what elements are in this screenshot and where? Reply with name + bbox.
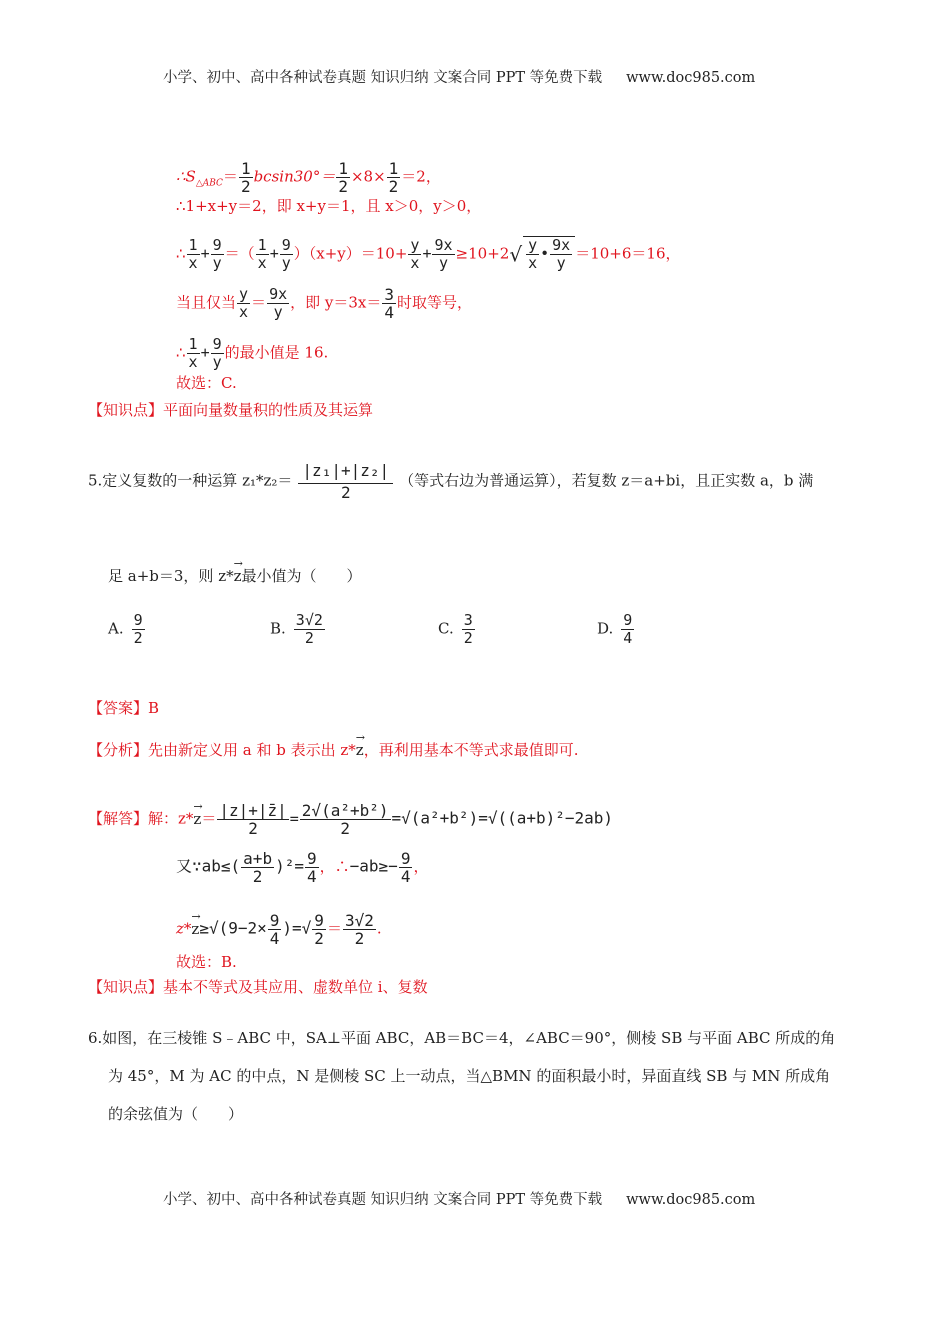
option-a[interactable] [108,612,146,647]
text: ∴ [176,343,186,362]
denominator: 2 [304,629,314,647]
text: 时取等号， [397,293,473,312]
arrow-icon: → [191,909,201,923]
numerator: 9 [314,911,324,930]
numerator: 9 [306,849,317,868]
footer-text: 小学、初中、高中各种试卷真题 知识归纳 文案合同 PPT 等免费下载 [163,1192,603,1208]
denominator: x [188,353,198,371]
text: 的最小值是 16. [224,343,329,362]
q4-line-5 [176,336,328,371]
numerator: 9 [133,611,143,629]
text: + [200,244,210,263]
text: 【解答】解：z* [88,809,194,828]
numerator: 3√2 [295,611,323,629]
fraction [550,237,572,272]
text: ＝10+6＝16， [575,244,681,263]
header-url: www.doc985.com [626,70,756,86]
fraction [187,237,200,272]
text: )²= [275,856,304,876]
denominator: 2 [463,629,473,647]
denominator: x [528,254,538,272]
text: • [540,244,550,263]
fraction [432,237,454,272]
text: ×8× [350,167,386,186]
denominator: y [273,303,283,321]
text: −ab≥− [349,856,398,876]
page-header [163,68,755,88]
q5-stem-line-1 [88,462,813,501]
header-text: 小学、初中、高中各种试卷真题 知识归纳 文案合同 PPT 等免费下载 [163,70,603,86]
q5-stem-line-2 [108,557,362,586]
text: ≥10+2 [455,244,510,263]
text: ，∴ [319,857,350,876]
text: （等式右边为普通运算），若复数 z＝a+bi，且正实数 a，b 满 [399,471,814,490]
vector-z [193,799,203,828]
denominator: 2 [340,819,350,838]
fraction [462,612,475,647]
option-label: C. [438,619,454,638]
numerator: y [528,236,538,254]
q4-line-2: ∴1+x+y＝2，即 x+y＝1，且 x＞0，y＞0， [176,197,482,215]
numerator: |z|+|z̄| [219,801,287,820]
numerator: y [239,285,249,303]
text: ∴ [176,244,186,263]
denominator: y [439,254,449,272]
fraction [526,237,539,272]
option-label: A. [108,619,124,638]
denominator: 2 [133,629,143,647]
denominator: y [281,254,291,272]
footer-url: www.doc985.com [626,1192,756,1208]
sqrt-sign: √ [509,242,523,267]
denominator: x [257,254,267,272]
text: ＝ [326,919,342,938]
numerator: 3√2 [344,911,374,930]
text: ＝2， [401,167,441,186]
q4-line-1 [176,160,441,195]
text: ＝（ [224,244,255,263]
text: z* [176,919,192,938]
q6-stem-line-1: 6.如图，在三棱锥 S﹣ABC 中，SA⊥平面 ABC，AB＝BC＝4，∠ABC＝90°，侧棱 SB 与平面 ABC 所成的角 [88,1029,836,1047]
text: + [200,343,210,362]
arrow-icon: → [355,731,366,744]
fraction [268,912,282,947]
text: )=√ [282,918,312,938]
fraction [241,850,274,885]
option-label: D. [597,619,614,638]
numerator: 9x [552,236,571,254]
vector-z [355,731,366,759]
numerator: 1 [188,335,198,353]
q4-choose: 故选：C. [176,374,237,392]
page-footer [163,1190,755,1210]
q6-stem-line-2: 为 45°，M 为 AC 的中点，N 是侧棱 SC 上一动点，当△BMN 的面积最小时，异面直线 SB 与 MN 所成角 [108,1067,831,1085]
fraction [343,912,376,947]
denominator: 2 [388,177,399,196]
q5-solution-line-1 [88,799,614,838]
denominator: x [188,254,198,272]
fraction [387,160,401,195]
denominator: 2 [252,867,263,886]
numerator: 1 [388,159,399,178]
text: 又∵ab≤( [176,856,241,876]
numerator: |z₁|+|z₂| [298,462,393,484]
numerator: 9x [434,236,453,254]
q5-choose: 故选：B. [176,953,237,971]
option-d[interactable] [597,612,635,647]
q6-stem-line-3: 的余弦值为（ ） [108,1105,244,1123]
denominator: x [410,254,420,272]
text: ，再利用基本不等式求最值即可. [363,741,579,759]
fraction [211,237,224,272]
arrow-icon: → [193,799,203,813]
text: ＝ [251,293,267,312]
fraction [132,612,145,647]
denominator: 4 [623,629,633,647]
numerator: 1 [257,236,267,254]
text: bcsin30°＝ [253,167,336,186]
text: . [376,919,382,938]
text: + [422,244,432,263]
text: 5.定义复数的一种运算 z₁*z₂＝ [88,471,293,490]
fraction [256,237,269,272]
numerator: 3 [384,285,395,304]
q5-answer: 【答案】B [88,699,160,717]
denominator: 4 [384,303,395,322]
numerator: 1 [188,236,198,254]
denominator: 2 [240,177,251,196]
text: z [191,919,200,938]
text: =√(a²+b²)=√((a+b)²−2ab) [391,808,614,828]
fraction [211,336,224,371]
numerator: 1 [338,159,348,178]
numerator: 9 [212,335,222,353]
text: 当且仅当 [176,293,237,312]
text: 足 a+b＝3，则 z* [108,567,234,585]
text: z [193,809,202,828]
fraction [267,286,289,321]
numerator: a+b [243,849,273,868]
vector-z [191,909,201,938]
fraction [298,462,393,501]
denominator: 4 [269,929,280,948]
denominator: 4 [400,867,411,886]
denominator: y [556,254,566,272]
fraction [312,912,326,947]
text: 最小值为（ ） [241,567,362,585]
fraction [336,160,350,195]
numerator: 1 [240,159,251,178]
fraction [217,802,288,837]
q4-line-3 [176,236,681,272]
text: ， [413,857,429,876]
denominator: x [239,303,249,321]
fraction [300,802,391,837]
numerator: 9 [623,611,633,629]
q4-knowledge: 【知识点】平面向量数量积的性质及其运算 [88,401,374,419]
subscript: △ABC [195,178,223,189]
fraction [237,286,250,321]
option-b[interactable] [270,612,326,647]
denominator: y [212,353,222,371]
numerator: 3 [463,611,473,629]
denominator: 4 [306,867,317,886]
denominator: 2 [338,177,348,196]
numerator: 9 [281,236,291,254]
fraction [294,612,325,647]
fraction [239,160,253,195]
vector-z [233,557,243,585]
denominator: 2 [248,819,258,838]
fraction [305,850,319,885]
fraction [382,286,396,321]
denominator: 2 [314,929,324,948]
q5-solution-line-3 [176,909,382,948]
numerator: 9 [269,911,280,930]
numerator: 9 [400,849,411,868]
text: z [233,567,242,585]
q5-knowledge: 【知识点】基本不等式及其应用、虚数单位 i、复数 [88,978,428,996]
q4-line-4 [176,286,472,321]
fraction [408,237,421,272]
text: ＝ [201,809,217,828]
text: ）（x+y）＝10+ [293,244,408,263]
denominator: 2 [354,929,365,948]
fraction [621,612,634,647]
text: = [289,809,299,828]
sqrt-body [523,236,575,272]
fraction [187,336,200,371]
q5-solution-line-2 [176,850,428,885]
numerator: 2√(a²+b²) [301,801,389,820]
numerator: 9x [269,285,288,303]
numerator: y [410,236,420,254]
numerator: 9 [212,236,222,254]
text: z [355,741,364,759]
denominator: y [212,254,222,272]
text: + [269,244,279,263]
arrow-icon: → [233,557,243,570]
text: ，即 y＝3x＝ [290,293,382,312]
fraction [280,237,293,272]
text: 【分析】先由新定义用 a 和 b 表示出 z* [88,741,356,759]
text: ∴S [176,167,196,186]
fraction [399,850,413,885]
text: ＝ [222,167,238,186]
q5-analysis [88,731,579,760]
denominator: 2 [340,483,351,502]
option-c[interactable] [438,612,476,647]
option-label: B. [270,619,286,638]
text: ≥√(9−2× [199,918,267,938]
